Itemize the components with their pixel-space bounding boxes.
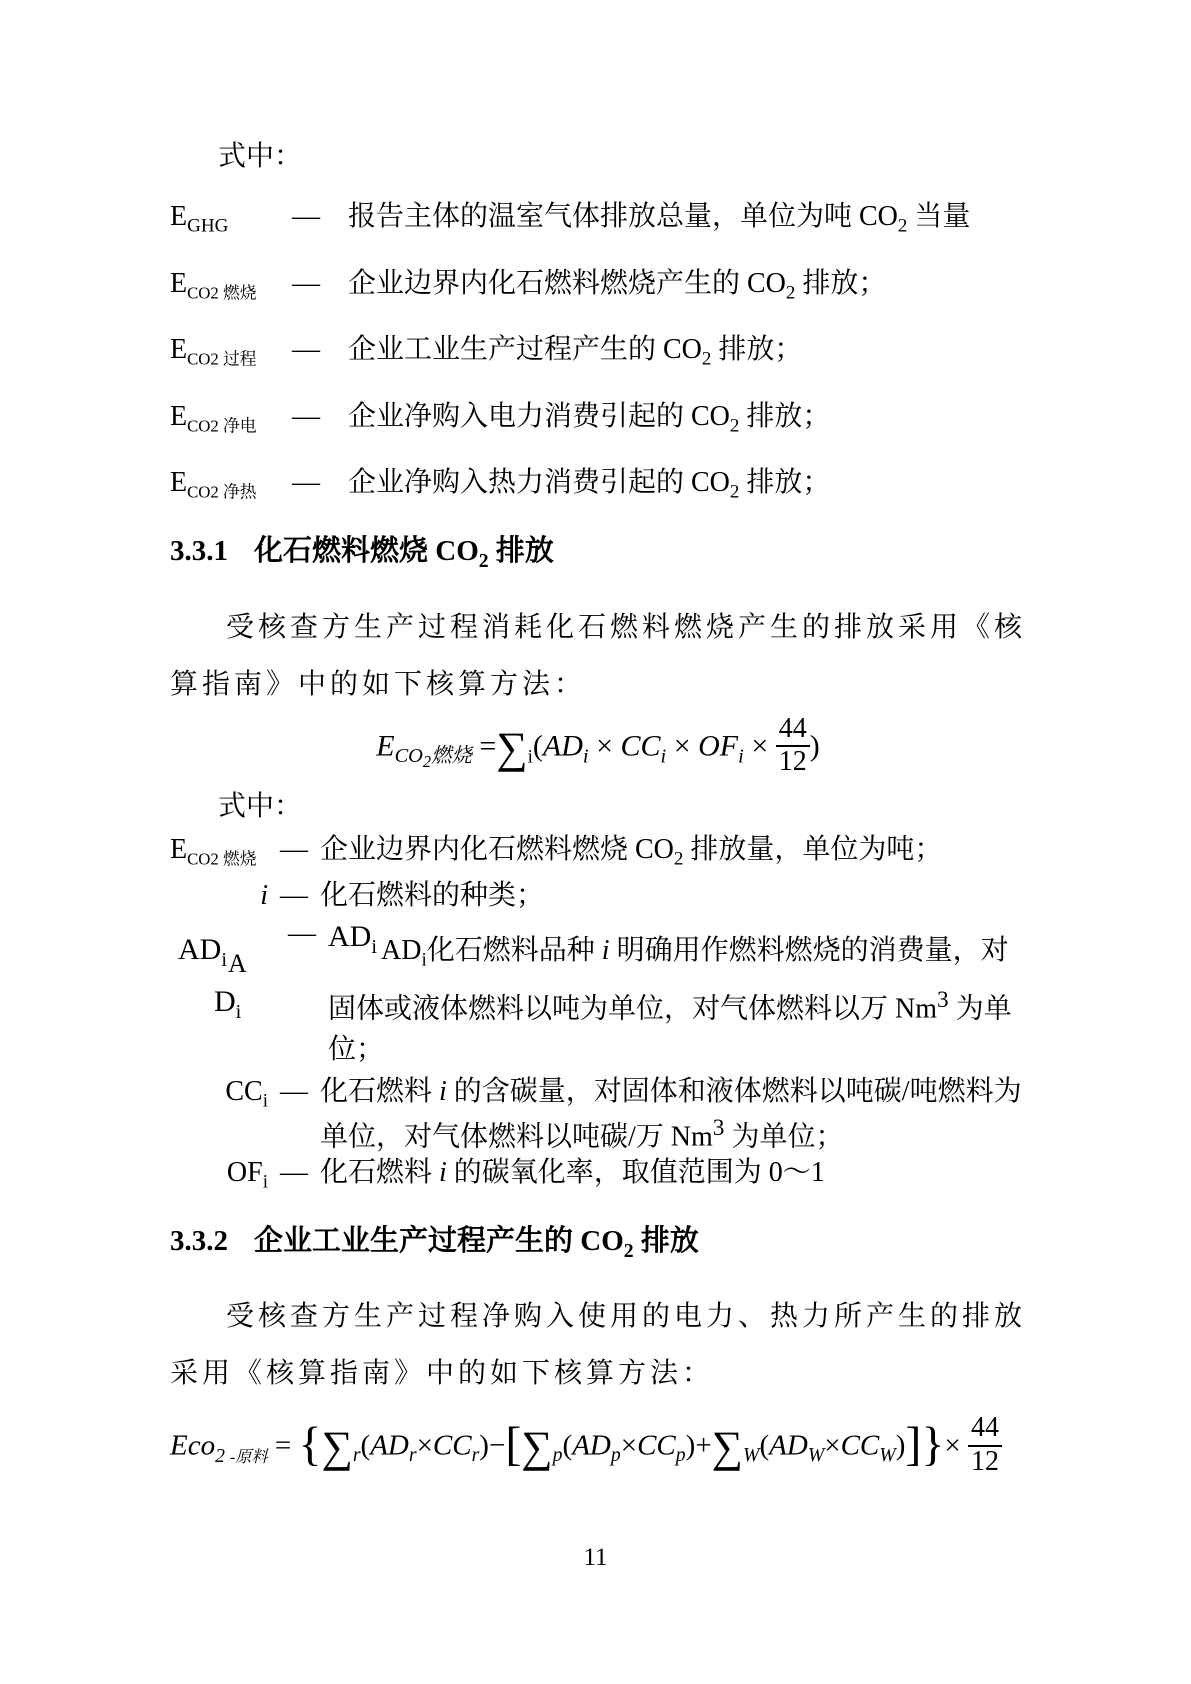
- formula-variable-cc: CC: [637, 1429, 676, 1462]
- definition-term: [170, 269, 292, 309]
- formula-lhs-subscript: [394, 745, 472, 772]
- term-subscript: i: [421, 949, 427, 971]
- term-base: OF: [226, 1157, 263, 1189]
- fraction-44-12: [968, 1413, 1002, 1476]
- definition-description: [348, 402, 1026, 442]
- definition-description: [348, 202, 1026, 242]
- term-base: D: [214, 984, 236, 1018]
- times-sign: ×: [824, 1429, 841, 1462]
- definition-row-eco2-jingdian: [170, 402, 1026, 442]
- summation-index: i: [527, 746, 533, 768]
- term-subscript: CO2 燃烧: [187, 849, 257, 869]
- formula-variable-cc: CC: [840, 1429, 880, 1462]
- term-base: AD: [381, 934, 422, 966]
- term-subscript: CO2 燃烧: [187, 283, 257, 303]
- fraction-numerator: 44: [776, 714, 810, 747]
- where-label: 式中：: [218, 791, 303, 823]
- formula-variable-ad: AD: [370, 1429, 409, 1462]
- lhs-sub-2: 2: [422, 752, 432, 772]
- variable-subscript: p: [675, 1444, 686, 1467]
- lhs-sub-co: CO: [394, 745, 423, 768]
- summation-symbol: ∑: [521, 1422, 553, 1472]
- co2-subscript: 2: [897, 215, 908, 237]
- section-title: 化石燃料燃烧 CO: [254, 534, 479, 567]
- term-subscript: CO2 净热: [187, 482, 257, 502]
- adi-term-a-fragment: A: [228, 948, 247, 978]
- description-text: 为单位；: [328, 993, 1012, 1065]
- adi-term-line1: [178, 930, 276, 980]
- term-base: E: [170, 334, 188, 366]
- co2-subscript: 2: [701, 348, 712, 370]
- paragraph-method-331: 受核查方生产过程消耗化石燃料燃烧产生的排放采用《核算指南》中的如下核算方法：: [170, 611, 1027, 700]
- summation-index: p: [552, 1444, 563, 1467]
- term-i: i: [260, 879, 268, 911]
- formula-variable-ad: AD: [542, 729, 583, 763]
- definition-term: [170, 1155, 268, 1201]
- description-text: 化石燃料品种: [426, 934, 602, 966]
- formula-lhs-subscript: [215, 1445, 268, 1467]
- definition-row-adi: [170, 917, 1026, 1070]
- definition-row-cci: [170, 1074, 1026, 1155]
- definition-term: [170, 335, 292, 375]
- minus-sign: −: [488, 1429, 506, 1462]
- formula-variable-ad: AD: [572, 1429, 611, 1462]
- summation-symbol: ∑: [496, 723, 528, 773]
- page-content: [170, 142, 1026, 1492]
- description-text: 的碳氧化率，取值范围为 0～1: [446, 1157, 825, 1189]
- definition-term-adi: [170, 930, 276, 1070]
- description-text: 企业边界内化石燃料燃烧产生的 CO: [348, 267, 786, 299]
- definition-dash: —: [292, 334, 320, 366]
- lhs-sub-2: 2: [215, 1444, 225, 1467]
- definition-dash: —: [280, 1075, 308, 1107]
- summation-symbol: ∑: [321, 1422, 353, 1472]
- times-sign: ×: [416, 1429, 433, 1462]
- co2-subscript: 2: [729, 481, 740, 503]
- variable-i: i: [439, 1075, 447, 1107]
- formula-variable-of: OF: [698, 729, 739, 763]
- variable-subscript: W: [807, 1444, 825, 1467]
- term-base: E: [170, 201, 188, 232]
- definition-dash: —: [292, 400, 320, 432]
- definition-description: 化石燃料的种类；: [320, 879, 545, 911]
- co2-subscript: 2: [785, 282, 796, 304]
- definition-row-eco2-guocheng: [170, 335, 1026, 375]
- description-text: 明确用作燃料燃烧的消费量，对固体或液体燃料以吨为单位，对气体燃料以万 Nm: [328, 934, 1009, 1025]
- description-text: 排放；: [739, 400, 831, 432]
- close-bracket: ]: [905, 1417, 922, 1471]
- term-base: E: [170, 834, 188, 866]
- formula-lhs: E: [376, 729, 395, 763]
- definition-term: [170, 468, 292, 508]
- formula-variable-cc: CC: [432, 1429, 472, 1462]
- definition-row-eco2-jingre: [170, 468, 1026, 508]
- where-label: 式中：: [218, 141, 303, 172]
- term-subscript: i: [262, 1171, 268, 1193]
- definition-description: [328, 919, 1026, 1070]
- summation-index: W: [743, 1444, 760, 1467]
- term-subscript: i: [371, 935, 378, 958]
- description-text: 报告主体的温室气体排放总量，单位为吨 CO: [348, 201, 898, 232]
- co2-subscript: 2: [478, 549, 489, 572]
- plus-sign: +: [695, 1429, 712, 1462]
- fraction-denominator: 12: [778, 746, 807, 777]
- description-text: 排放；: [711, 334, 803, 366]
- definition-term: [170, 402, 292, 442]
- term-subscript: CO2 净电: [187, 416, 257, 436]
- description-text: 企业边界内化石燃料燃烧 CO: [320, 834, 674, 866]
- definition-dash: —: [280, 1157, 308, 1189]
- term-base: E: [170, 400, 188, 432]
- description-text: 为单位；: [724, 1121, 844, 1153]
- variable-subscript: i: [660, 745, 667, 768]
- definition-term: [170, 1074, 268, 1155]
- term-base: CC: [225, 1075, 263, 1107]
- adi-inline-term: [381, 934, 427, 971]
- equals-sign: =: [479, 729, 497, 763]
- formula-variable-cc: CC: [620, 729, 661, 763]
- description-text: 排放；: [739, 467, 831, 499]
- formula-fossil-fuel-co2: [170, 712, 1026, 780]
- definition-row-eco2-ranshao-2: [170, 832, 1026, 878]
- term-subscript: CO2 过程: [187, 349, 257, 369]
- open-paren: (: [532, 729, 543, 763]
- definition-description: [348, 468, 1026, 508]
- section-heading-331: [170, 535, 1026, 577]
- term-base: E: [170, 467, 188, 499]
- term-subscript: i: [235, 1000, 242, 1023]
- formula-lhs: Eco: [170, 1429, 216, 1462]
- formula-process-co2: [170, 1412, 1026, 1479]
- fraction-numerator: 44: [968, 1413, 1002, 1446]
- definition-row-i: [170, 878, 1026, 914]
- adi-floating-term: [328, 917, 377, 967]
- close-paren: ): [809, 729, 820, 763]
- lhs-sub-raw-material: -原料: [229, 1448, 268, 1466]
- term-base: E: [170, 267, 188, 299]
- times-sign: ×: [944, 1429, 961, 1462]
- description-text: 企业净购入热力消费引起的 CO: [348, 467, 730, 499]
- definition-row-eco2-ranshao: [170, 269, 1026, 309]
- summation-symbol: ∑: [711, 1422, 744, 1472]
- definition-dash: —: [280, 834, 308, 866]
- definition-row-ofi: [170, 1155, 1026, 1201]
- description-text: 化石燃料: [320, 1157, 440, 1189]
- section-number: 3.3.2: [170, 1224, 228, 1257]
- term-subscript: i: [262, 1090, 268, 1112]
- fraction-denominator: 12: [971, 1445, 1000, 1477]
- variable-subscript: i: [738, 745, 744, 768]
- co2-subscript: 2: [673, 848, 684, 870]
- description-text: 的含碳量，对固体和液体燃料以吨碳/吨燃料为单位，对气体燃料以吨碳/万 Nm: [320, 1075, 1022, 1153]
- definition-list-2: [170, 832, 1026, 1200]
- definition-dash: —: [292, 267, 320, 299]
- variable-subscript: p: [610, 1444, 621, 1467]
- section-title: 排放: [488, 534, 554, 567]
- open-brace: {: [298, 1417, 322, 1471]
- section-heading-332: [170, 1225, 1026, 1267]
- open-paren: (: [562, 1429, 573, 1462]
- term-subscript: i: [221, 948, 228, 971]
- variable-subscript: W: [879, 1444, 896, 1467]
- adi-term-line2: [178, 982, 276, 1032]
- close-paren: ): [685, 1429, 696, 1462]
- definition-dash: —: [292, 467, 320, 499]
- cubed-superscript: 3: [712, 1114, 725, 1141]
- lhs-sub-cjk: 燃烧: [431, 745, 472, 768]
- description-text: 排放；: [795, 267, 887, 299]
- page-number: 11: [583, 1544, 608, 1571]
- definition-description: [348, 269, 1026, 309]
- formula-variable-ad: AD: [769, 1429, 808, 1462]
- times-sign: ×: [620, 1429, 638, 1462]
- summation-index: r: [352, 1444, 361, 1467]
- open-paren: (: [759, 1429, 770, 1462]
- description-text: 企业净购入电力消费引起的 CO: [348, 400, 730, 432]
- variable-subscript: r: [471, 1444, 480, 1467]
- definition-dash: —: [280, 879, 308, 911]
- definition-dash: —: [292, 201, 320, 232]
- definition-term: [170, 202, 292, 242]
- cubed-superscript: 3: [937, 987, 949, 1014]
- definition-dash: —: [288, 917, 316, 949]
- close-paren: ): [479, 1429, 489, 1462]
- times-sign: ×: [751, 729, 769, 763]
- variable-subscript: r: [408, 1444, 417, 1467]
- open-bracket: [: [505, 1417, 522, 1471]
- close-paren: ): [895, 1429, 906, 1462]
- term-base: AD: [328, 919, 372, 953]
- description-text: 当量: [907, 201, 971, 232]
- definition-description: [320, 832, 1026, 878]
- section-title: 排放: [633, 1224, 699, 1257]
- variable-subscript: i: [582, 745, 589, 768]
- times-sign: ×: [596, 729, 614, 763]
- description-text: 排放量，单位为吨；: [683, 834, 943, 866]
- term-base: AD: [178, 932, 222, 966]
- description-text: 企业工业生产过程产生的 CO: [348, 334, 702, 366]
- paragraph-method-332: 受核查方生产过程净购入使用的电力、热力所产生的排放采用《核算指南》中的如下核算方法：: [170, 1301, 1027, 1390]
- variable-i: i: [601, 934, 610, 966]
- open-paren: (: [360, 1429, 371, 1462]
- co2-subscript: 2: [623, 1239, 634, 1262]
- close-brace: }: [921, 1417, 945, 1471]
- definition-term: [170, 832, 268, 878]
- term-subscript: GHG: [187, 215, 229, 237]
- section-title: 企业工业生产过程产生的 CO: [254, 1224, 624, 1257]
- equals-sign: =: [274, 1429, 292, 1462]
- definition-description: [320, 1074, 1026, 1155]
- times-sign: ×: [673, 729, 691, 763]
- fraction-44-12: [776, 714, 810, 777]
- section-number: 3.3.1: [170, 534, 228, 567]
- variable-i: i: [439, 1157, 447, 1189]
- definition-description: [320, 1155, 1026, 1201]
- description-text: 化石燃料: [320, 1075, 440, 1107]
- co2-subscript: 2: [729, 415, 740, 437]
- definition-description: [348, 335, 1026, 375]
- definition-term: [170, 878, 268, 914]
- definition-row-eghg: [170, 202, 1026, 242]
